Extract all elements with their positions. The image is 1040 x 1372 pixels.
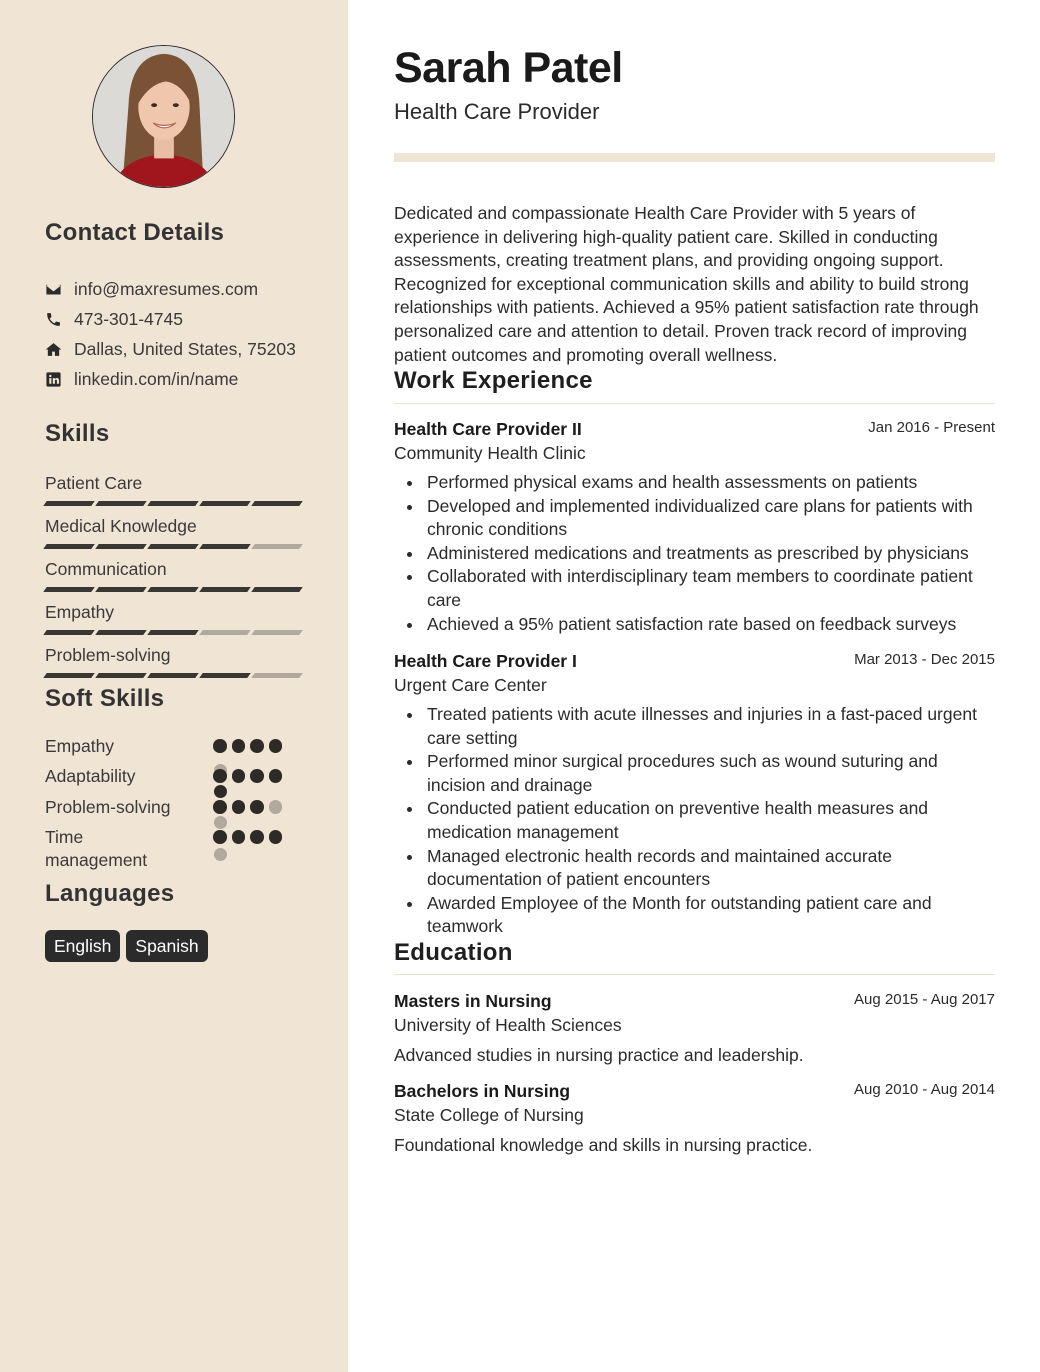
soft-skill-level-dot (232, 830, 246, 844)
soft-skill-level-dot (250, 769, 264, 783)
education-description: Foundational knowledge and skills in nursing practice. (394, 1135, 813, 1155)
skill-name: Empathy (45, 602, 115, 622)
phone-icon (45, 311, 74, 328)
skill-level-segment (199, 630, 251, 635)
education-heading: Education (394, 939, 513, 966)
soft-skill-level-dot (232, 769, 246, 783)
soft-skill-level-dot (232, 739, 246, 753)
skill-name: Patient Care (45, 473, 143, 493)
skill-level-segment (251, 587, 303, 592)
school-name: State College of Nursing (394, 1105, 584, 1125)
job-title: Health Care Provider I (394, 651, 577, 671)
soft-skill-dots (213, 769, 282, 783)
degree-title: Bachelors in Nursing (394, 1081, 571, 1101)
soft-skill-level-dot (269, 769, 283, 783)
education-description: Advanced studies in nursing practice and leadership. (394, 1045, 804, 1065)
contact-email-text[interactable]: info@maxresumes.com (74, 278, 259, 299)
contact-linkedin (45, 364, 335, 394)
skill-level-segment (199, 673, 251, 678)
soft-skill-level-dot (250, 739, 264, 753)
skill-level-segment (251, 673, 303, 678)
skill-level-segment (199, 587, 251, 592)
degree-title: Masters in Nursing (394, 991, 552, 1011)
skill-item (45, 471, 303, 514)
list-item: Treated patients with acute illnesses and injuries in a fast-paced urgent care setting (394, 703, 995, 750)
skill-name: Communication (45, 559, 167, 579)
skill-name: Medical Knowledge (45, 516, 197, 536)
list-item: Developed and implemented individualized care plans for patients with chronic conditions (394, 495, 995, 542)
language-badge: English (45, 930, 120, 962)
skill-level-segment (147, 587, 199, 592)
envelope-icon (45, 281, 74, 298)
skill-level-segment (95, 630, 147, 635)
soft-skill-dots (213, 800, 282, 814)
contact-phone-text[interactable]: 473-301-4745 (74, 308, 183, 329)
skill-item (45, 514, 303, 557)
header-divider (394, 153, 995, 162)
education-divider (394, 974, 995, 975)
language-badge: Spanish (126, 930, 207, 962)
list-item: Awarded Employee of the Month for outstanding patient care and teamwork (394, 892, 995, 939)
soft-skill-name: Empathy (45, 736, 115, 756)
skills-list (45, 471, 303, 686)
skill-level-segment (95, 673, 147, 678)
skill-level-segment (95, 544, 147, 549)
skill-item (45, 557, 303, 600)
soft-skills-heading: Soft Skills (45, 685, 165, 712)
soft-skill-level-dot (269, 739, 283, 753)
job-entry (394, 417, 995, 636)
languages-heading: Languages (45, 880, 175, 907)
soft-skill-level-dot (269, 800, 283, 814)
soft-skill-level-dot (250, 800, 264, 814)
contact-list (45, 274, 335, 394)
avatar (92, 45, 235, 188)
job-title: Health Care Provider II (394, 419, 582, 439)
list-item: Conducted patient education on preventive health measures and medication management (394, 797, 995, 844)
list-item: Administered medications and treatments as prescribed by physicians (394, 542, 995, 566)
skill-level-segment (251, 544, 303, 549)
contact-address-text: Dallas, United States, 75203 (74, 338, 296, 359)
skill-name: Problem-solving (45, 645, 171, 665)
soft-skills-list (45, 735, 295, 876)
soft-skill-item (45, 826, 295, 876)
soft-skill-level-dot (232, 800, 246, 814)
linkedin-icon (45, 371, 74, 388)
profile-photo (93, 46, 234, 187)
skill-level-segment (95, 501, 147, 506)
skill-level-segment (147, 673, 199, 678)
soft-skill-extra-dot (214, 848, 227, 861)
contact-address (45, 334, 335, 364)
education-entry (394, 1079, 995, 1157)
soft-skill-level-dot (269, 830, 283, 844)
summary-text: Dedicated and compassionate Health Care Provider with 5 years of experience in delivering high-quality patient care. Skilled in conducting assessments, creating treatment plans, and providing ongoing support. Recognized for exceptional communication skills and ability to build strong relationships with patients. Achieved a 95% patient satisfaction rate through personalized care and attention to detail. Proven track record of improving patient outcomes and promoting overall wellness. (394, 203, 979, 365)
contact-phone (45, 304, 335, 334)
job-bullets (394, 703, 995, 939)
education-dates: Aug 2015 - Aug 2017 (854, 991, 995, 1008)
skill-level-segment (251, 630, 303, 635)
skill-level-segment (199, 501, 251, 506)
skill-level-segment (43, 673, 95, 678)
job-dates: Mar 2013 - Dec 2015 (854, 651, 995, 668)
job-entry (394, 649, 995, 939)
job-dates: Jan 2016 - Present (868, 419, 995, 436)
skill-level-segment (43, 544, 95, 549)
soft-skill-level-dot (213, 739, 227, 753)
contact-linkedin-text[interactable]: linkedin.com/in/name (74, 368, 239, 389)
job-organization: Urgent Care Center (394, 675, 547, 695)
soft-skill-item (45, 796, 295, 826)
soft-skill-item (45, 735, 295, 765)
candidate-title: Health Care Provider (394, 99, 600, 124)
skill-level-segment (251, 501, 303, 506)
candidate-name: Sarah Patel (394, 44, 623, 92)
soft-skill-dots (213, 830, 282, 844)
skill-bar (45, 673, 303, 678)
skill-level-segment (43, 501, 95, 506)
soft-skill-item (45, 765, 295, 796)
home-icon (45, 341, 74, 358)
skill-level-segment (95, 587, 147, 592)
soft-skill-dots (213, 739, 282, 753)
soft-skill-level-dot (250, 830, 264, 844)
job-organization: Community Health Clinic (394, 443, 586, 463)
contact-email (45, 274, 335, 304)
sidebar (0, 0, 348, 1372)
soft-skill-level-dot (213, 800, 227, 814)
soft-skill-name: Problem-solving (45, 797, 171, 817)
list-item: Achieved a 95% patient satisfaction rate based on feedback surveys (394, 613, 995, 637)
languages-list (45, 930, 208, 962)
skill-level-segment (147, 544, 199, 549)
list-item: Performed minor surgical procedures such as wound suturing and incision and drainage (394, 750, 995, 797)
skill-level-segment (43, 587, 95, 592)
skill-level-segment (147, 630, 199, 635)
skill-bar (45, 501, 303, 506)
skill-level-segment (199, 544, 251, 549)
skill-bar (45, 587, 303, 592)
skill-bar (45, 544, 303, 549)
work-heading: Work Experience (394, 367, 593, 394)
contact-heading: Contact Details (45, 219, 225, 246)
skill-level-segment (147, 501, 199, 506)
skill-level-segment (43, 630, 95, 635)
skill-item (45, 600, 303, 643)
list-item: Collaborated with interdisciplinary team members to coordinate patient care (394, 565, 995, 612)
list-item: Managed electronic health records and maintained accurate documentation of patient encounters (394, 845, 995, 892)
job-bullets (394, 471, 995, 636)
education-dates: Aug 2010 - Aug 2014 (854, 1081, 995, 1098)
list-item: Performed physical exams and health assessments on patients (394, 471, 995, 495)
soft-skill-level-dot (213, 830, 227, 844)
main-content (348, 0, 1040, 1372)
soft-skill-name: Adaptability (45, 766, 136, 786)
soft-skill-name: Time management (45, 827, 148, 870)
school-name: University of Health Sciences (394, 1015, 622, 1035)
soft-skill-level-dot (213, 769, 227, 783)
education-entry (394, 989, 995, 1067)
skill-bar (45, 630, 303, 635)
skills-heading: Skills (45, 420, 110, 447)
work-divider (394, 403, 995, 404)
skill-item (45, 643, 303, 686)
